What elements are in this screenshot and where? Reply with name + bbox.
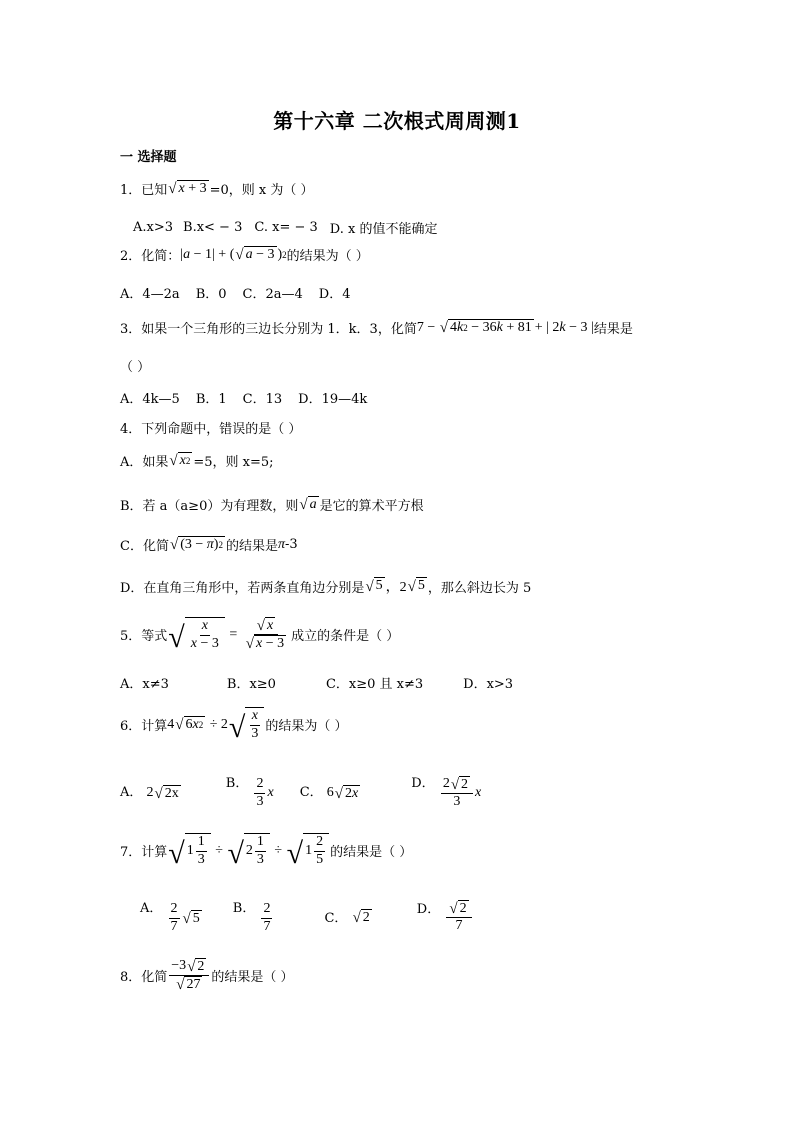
q4-c-prefix: C．化简 [120, 539, 169, 554]
q7-option-d-label: D． [416, 901, 441, 917]
q4-c-tail: -3 [284, 537, 298, 552]
q3-option-b: B．1 [195, 392, 227, 407]
q5-suffix: 成立的条件是（ ） [291, 629, 400, 645]
q4-option-d [120, 576, 531, 596]
q6-suffix: 的结果为（ ） [265, 719, 348, 735]
q1-prefix: 1．已知 [120, 183, 168, 198]
q7-prefix: 7．计算 [120, 845, 168, 861]
q4-d-prefix: D．在直角三角形中，若两条直角边分别是 [120, 580, 365, 596]
q7-formula: √ 1 $\frac{1}{3}$ ÷ √ 2 $\frac{1}{3}$ ÷ √ 1 $\frac{2}{5}$ [167, 833, 330, 869]
question-8 [120, 958, 294, 993]
question-1 [120, 179, 314, 198]
q7-option-c: C． √ 2 [324, 909, 370, 926]
q7-option-b: B． $\frac{2}{7}$ [232, 901, 271, 934]
q2-option-c: C．2a—4 [242, 287, 303, 302]
q4-b-suffix: 是它的算术平方根 [319, 499, 424, 514]
q5-options [120, 673, 513, 692]
q5-formula: √ x x − 3 = √ x √ x − 3 [168, 618, 285, 654]
q5-option-c: C．x≥0 且 x≠3 [325, 677, 424, 692]
q4-c-pi: π [277, 536, 285, 552]
q2-suffix: 的结果为（ ） [286, 249, 369, 264]
q4-option-b [120, 495, 424, 514]
q6-option-c-label: C． [299, 785, 323, 801]
q3-option-c: C．13 [242, 392, 283, 407]
q6-option-a-label: A． [120, 785, 143, 801]
q6-prefix: 6．计算 [120, 719, 168, 735]
page-title: 第十六章 二次根式周周测1 [273, 109, 521, 133]
q4-c-suffix: 的结果是 [225, 539, 278, 554]
q3-suffix: 结果是 [593, 322, 633, 337]
q1-options [133, 218, 437, 237]
q7-option-a-label: A． [140, 901, 163, 916]
question-2 [120, 245, 369, 264]
q1-option-c: C. x= − 3 [254, 220, 318, 235]
q5-prefix: 5．等式 [120, 629, 168, 645]
q7-option-d: D． √ 2 7 [417, 898, 474, 935]
q7-suffix: 的结果是（ ） [330, 845, 413, 861]
q2-formula: | a − 1| + ( √ a − 3 ) 2 [180, 246, 287, 264]
q1-formula: √ x + 3 [168, 180, 207, 198]
q3-prefix: 3．如果一个三角形的三边长分别为 1．k．3，化简 [120, 322, 417, 337]
q5-option-b: B．x≥0 [226, 677, 276, 692]
q4-option-c [120, 535, 298, 554]
q2-prefix: 2．化简： [120, 249, 181, 264]
q1-option-d: D. x 的值不能确定 [329, 222, 438, 237]
q4-option-a [120, 451, 274, 470]
q1-tail: =0，则 x 为（ ） [209, 183, 314, 198]
q5-option-d: D．x>3 [463, 677, 514, 692]
q8-formula: −3 √ 2 √ 27 [167, 958, 211, 993]
q4-b-formula: √ a [299, 496, 317, 514]
q3-paren: （ ） [120, 360, 151, 375]
q6-option-b-label: B． [225, 776, 249, 792]
q6-option-a: A． 2 √ 2x [120, 785, 179, 802]
q7-option-b-label: B． [232, 901, 256, 916]
question-6 [120, 707, 348, 743]
q8-suffix: 的结果是（ ） [211, 970, 294, 986]
section-heading: 一 选择题 [120, 150, 177, 165]
question-3 [120, 318, 633, 337]
q7-options [140, 897, 474, 936]
q4-a-formula: √ x 2 [169, 452, 191, 470]
q2-option-b: B．0 [195, 287, 227, 302]
q2-option-d: D．4 [318, 287, 351, 302]
q2-option-a: A．4—2a [120, 287, 180, 302]
q6-option-c: C． 6 √ 2 x [299, 785, 359, 802]
q4-d-formula: √ 5 ，2 √ 5 [365, 578, 425, 595]
q4-d-suffix: ，那么斜边长为 5 [427, 580, 532, 596]
question-5 [120, 617, 399, 653]
q1-option-b: B.x< − 3 [183, 220, 243, 235]
q7-option-a: A． $\frac{2}{7}$ √ 5 [140, 901, 200, 934]
q6-option-b: B． $\frac{2}{3}$ x [225, 776, 274, 809]
q4-a-prefix: A．如果 [120, 455, 169, 470]
q4-b-prefix: B．若 a（a≥0）为有理数，则 [120, 499, 299, 514]
q6-formula: 4 √ 6 x 2 ÷ 2 √ $\frac{x}{3}$ [167, 707, 265, 743]
q3-formula: 7 − √ 4 k 2 − 36 k + 81 + | 2 k − 3 | [416, 319, 594, 337]
q3-option-d: D．19—4k [298, 392, 368, 407]
q6-option-d: D． 2 √ 2 3 x [411, 776, 482, 809]
q6-options [120, 772, 481, 811]
q3-options [120, 388, 367, 407]
q2-options [120, 283, 350, 302]
question-4: 4．下列命题中，错误的是（ ） [120, 422, 302, 437]
q6-option-d-label: D． [411, 776, 435, 791]
question-7 [120, 833, 412, 869]
q5-option-a: A．x≠3 [120, 677, 169, 692]
q1-option-a: A.x>3 [133, 220, 174, 235]
q7-option-c-label: C． [324, 910, 348, 926]
q4-c-formula: √ (3 − π ) 2 [169, 536, 223, 554]
q4-a-suffix: =5，则 x=5; [193, 455, 274, 470]
q8-prefix: 8．化简 [120, 970, 168, 986]
q3-option-a: A．4k—5 [120, 392, 180, 407]
